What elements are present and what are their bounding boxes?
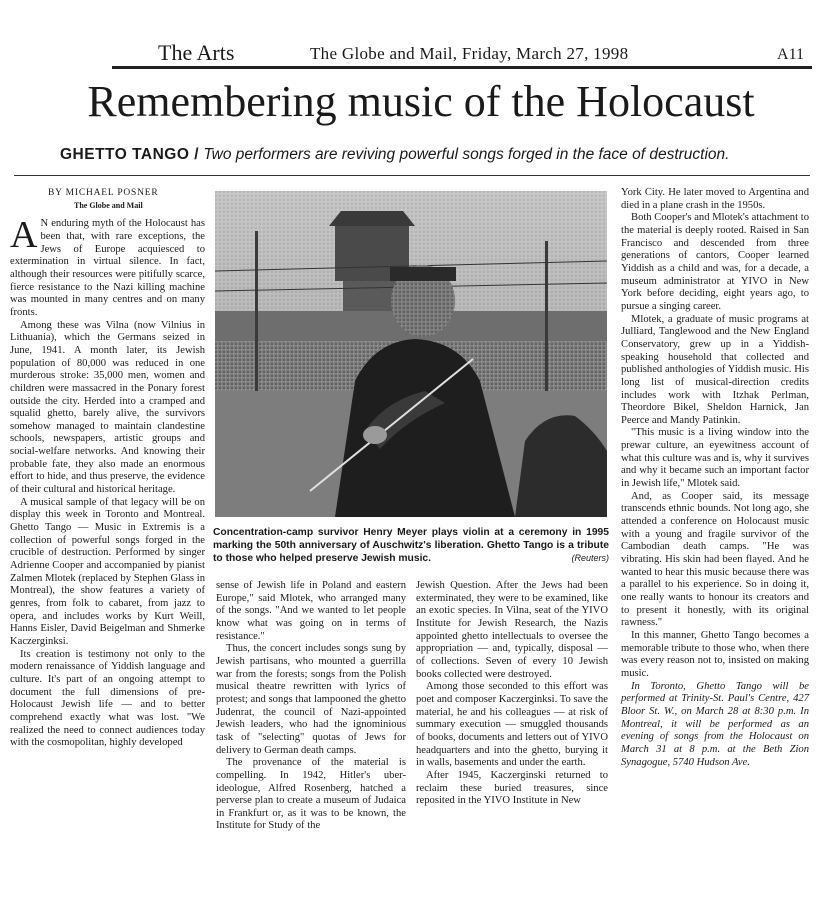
- page-header: [112, 36, 812, 69]
- column-2: [216, 580, 406, 833]
- byline-author: BY MICHAEL POSNER: [48, 188, 159, 198]
- paragraph: "This music is a living window into the prewar culture, an eyewitness account of what this culture was and is, why it survives and why it became such an important factor in Jewish life," Mlotek said.: [621, 427, 809, 490]
- paragraph: Mlotek, a graduate of music programs at Julliard, Tanglewood and the New England Conservatory, grew up in a Yiddish-speaking household that collected and published anthologies of Yiddish music. His long list of musical-direction credits includes work with Itzhak Perlman, Theordore Bikel, Sheldon Harnick, Jan Peerce and Mandy Patinkin.: [621, 313, 809, 426]
- paragraph: sense of Jewish life in Poland and eastern Europe," said Mlotek, who arranged many of the songs. "And we wanted to let people know what was going on in terms of resistance.": [216, 580, 406, 642]
- column-3: [416, 580, 608, 808]
- photo-source: (Reuters): [571, 553, 609, 563]
- byline-credit: The Globe and Mail: [74, 200, 143, 210]
- headline: Remembering music of the Holocaust: [87, 77, 755, 126]
- deck-kicker: GHETTO TANGO /: [60, 146, 200, 163]
- deck: [60, 146, 790, 164]
- photo-caption: [213, 526, 609, 565]
- deck-text: Two performers are reviving powerful songs forged in the face of destruction.: [203, 146, 730, 163]
- news-photo: [215, 191, 607, 517]
- paragraph: After 1945, Kaczerginski returned to reclaim these buried treasures, since reposited in the YIVO Institute in New: [416, 769, 608, 807]
- paragraph: A musical sample of that legacy will be on display this week in Toronto and Montreal. Ghetto Tango — Music in Extremis is a collection of powerful songs forged in the crucible of destruction. Performed by singer Adrienne Cooper and accompanied by pianist Zalmen Mlotek (replaced by Stephen Glass in Montreal), the show features a variety of genres, from folk to cabaret, from jazz to opera, and includes works by Kurt Weill, Hanns Eisler, David Beigelman and Shmerke Kaczerginksi.: [10, 496, 205, 647]
- paragraph: Among these was Vilna (now Vilnius in Lithuania), which the Germans seized in June, 1941. A month later, its Jewish population of 80,000 was reduced in one murderous stroke: 35,000 men, women and children were massacred in the Ponary forest outside the city. Herded into a cramped and squalid ghetto, barely alive, the survivors somehow managed to maintain clandestine schools, newspapers, artistic groups and social-welfare networks. And knowing their probable fate, they also made an enormous effort to hide, and thus preserve, the evidence of their cultural and historical heritage.: [10, 319, 205, 496]
- paragraph: Its creation is testimony not only to the modern renaissance of Yiddish language and culture. It's part of an ongoing attempt to document the full dimensions of pre-Holocaust Jewish life — and to better comprehend exactly what was lost. "We realized the need to connect audiences today with the cosmopolitan, highly developed: [10, 648, 205, 749]
- page-number: A11: [777, 46, 804, 63]
- paragraph: Both Cooper's and Mlotek's attachment to the material is deeply rooted. Raised in San Francisco and descended from three generations of cantors, Cooper learned Yiddish as a child and was, for a decade, a museum administrator at YIVO in New York before deciding, eight years ago, to pursue a singing career.: [621, 212, 809, 312]
- paragraph: In this manner, Ghetto Tango becomes a memorable tribute to those who, when there was every reason not to, insisted on making music.: [621, 629, 809, 679]
- paragraph: Among those seconded to this effort was poet and composer Kaczerginksi. To save the material, he and his colleagues — at risk of summary execution — smuggled thousands of books, documents and letters out of YIVO headquarters and into the ghetto, burying it in walls, basements and under the earth.: [416, 681, 608, 769]
- column-4: [621, 187, 809, 769]
- paragraph: A N enduring myth of the Holocaust has been that, with rare exceptions, the Jews of Europe acquiesced to extermination in virtual silence. In fact, although their resources were pitifully scarce, fierce resistance to the Nazi killing machine was mounted in many centres and on many fronts.: [10, 214, 205, 318]
- drop-cap: A: [10, 214, 38, 257]
- section-name: The Arts: [158, 40, 235, 65]
- paragraph: York City. He later moved to Argentina and died in a plane crash in the 1950s.: [621, 187, 809, 211]
- paragraph: Jewish Question. After the Jews had been exterminated, they were to be examined, like an exotic species. In Vilna, seat of the YIVO Institute for Jewish Research, the Nazis appointed ghetto intellectuals to oversee the appropriation — and, typically, disposal — of collections. Seven of every 10 Jewish books collected were destroyed.: [416, 580, 608, 680]
- paragraph: And, as Cooper said, its message transcends ethnic bounds. Not long ago, she attended a conference on Holocaust music with a young and fragile survivor of the Cambodian death camps. "He was vibrating. His skin had been flayed. And he wanted to hear this music because there was a parallel to his experience. So in doing it, one really wants to honour its creators and to present it honestly, with its original rawness.": [621, 490, 809, 629]
- paragraph: The provenance of the material is compelling. In 1942, Hitler's uber-ideologue, Alfred Rosenberg, hatched a perverse plan to create a museum of Judaica in Frankfurt or, as it was to be known, the Institute for Study of the: [216, 757, 406, 832]
- column-1: [10, 187, 205, 750]
- paragraph: Thus, the concert includes songs sung by Jewish partisans, who mounted a guerrilla war from the forests; songs from the Polish musical theatre rewritten with lyrics of protest; and songs that lampooned the ghetto Judenrat, the council of Nazi-appointed Jewish leaders, who had the ignominious task of "selecting" quotas of Jews for delivery to German death camps.: [216, 643, 406, 756]
- event-info: In Toronto, Ghetto Tango will be performed at Trinity-St. Paul's Centre, 427 Bloor St. W., on March 28 at 8:30 p.m. In Montreal, it will be performed as an evening of songs from the Holocaust on March 31 at 8 p.m. at the Beth Zion Synagogue, 5740 Hudson Ave.: [621, 680, 809, 768]
- caption-text: Concentration-camp survivor Henry Meyer plays violin at a ceremony in 1995 marking the 50th anniversary of Auschwitz's liberation. Ghetto Tango is a tribute to those who helped preserve Jewish music.: [213, 527, 609, 564]
- publication-date: The Globe and Mail, Friday, March 27, 1998: [310, 44, 629, 63]
- headline-rule: [14, 175, 810, 176]
